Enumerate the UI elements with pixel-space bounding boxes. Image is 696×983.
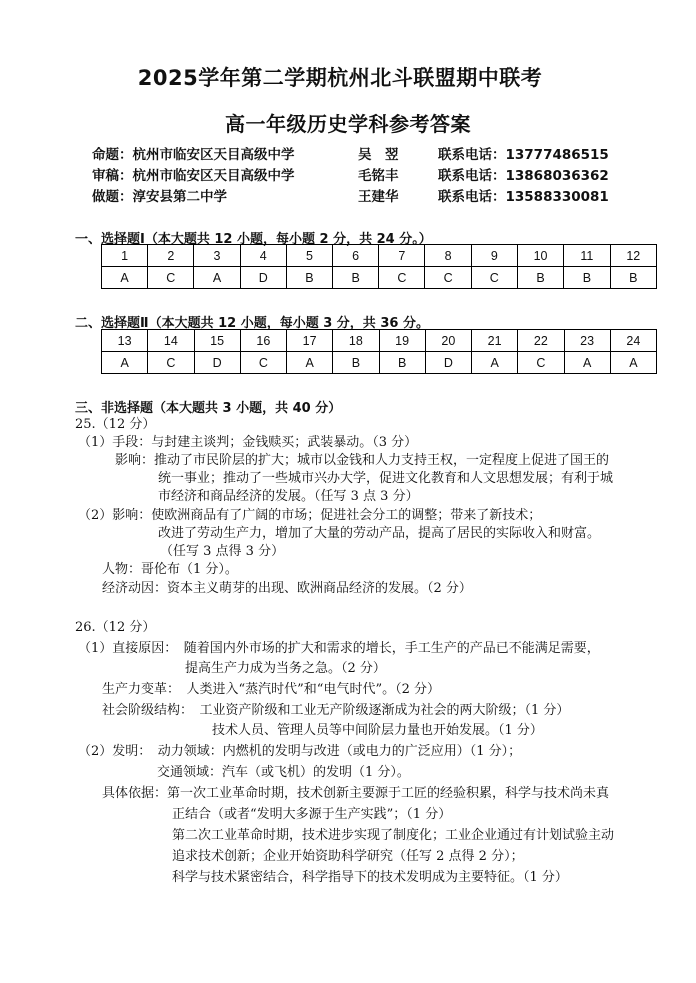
answer-cell: C — [518, 352, 564, 374]
question-number: 8 — [425, 245, 471, 267]
question-number: 24 — [610, 330, 656, 352]
section2-title: 二、选择题Ⅱ（本大题共 12 小题，每小题 3 分，共 36 分。 — [75, 316, 429, 331]
question-number: 16 — [240, 330, 286, 352]
question-number: 20 — [425, 330, 471, 352]
q25-line: （2）影响：使欧洲商品有了广阔的市场；促进社会分工的调整；带来了新技术； — [78, 508, 542, 523]
answer-cell: B — [333, 352, 379, 374]
answer-cell: D — [425, 352, 471, 374]
q26-line: （1）直接原因： 随着国内外市场的扩大和需求的增长，手工生产的产品已不能满足需要， — [78, 641, 600, 656]
answer-cell: D — [194, 352, 240, 374]
answer-key-subtitle: 高一年级历史学科参考答案 — [225, 112, 471, 136]
q25-line: 市经济和商品经济的发展。（任写 3 点 3 分） — [158, 489, 419, 504]
q26-line: 具体依据：第一次工业革命时期，技术创新主要源于工匠的经验积累，科学与技术尚未真 — [102, 786, 610, 801]
staff-name: 王建华 — [358, 189, 399, 205]
q26-line: 技术人员、管理人员等中间阶层力量也开始发展。（1 分） — [212, 723, 543, 738]
question-number-row — [102, 245, 657, 267]
q26-line: 正结合（或者“发明大多源于生产实践”；（1 分） — [172, 807, 452, 822]
answer-cell: A — [472, 352, 518, 374]
answer-cell: A — [102, 267, 148, 289]
question-number: 1 — [102, 245, 148, 267]
answer-cell: D — [240, 267, 286, 289]
section3-title: 三、非选择题（本大题共 3 小题，共 40 分） — [75, 401, 342, 416]
answer-cell: C — [425, 267, 471, 289]
answer-cell: A — [102, 352, 148, 374]
question-number: 11 — [564, 245, 610, 267]
answer-cell: C — [240, 352, 286, 374]
question-number: 18 — [333, 330, 379, 352]
staff-phone: 联系电话：13777486515 — [438, 147, 609, 163]
q26-line: 交通领域：汽车（或飞机）的发明（1 分）。 — [157, 765, 410, 780]
q25-line: 统一事业；推动了一些城市兴办大学，促进文化教育和人文思想发展；有利于城 — [158, 471, 614, 486]
answer-cell: C — [148, 267, 194, 289]
question-number: 23 — [564, 330, 610, 352]
staff-role: 审稿：杭州市临安区天目高级中学 — [92, 168, 295, 184]
q26-line: 科学与技术紧密结合，科学指导下的技术发明成为主要特征。（1 分） — [172, 870, 568, 885]
staff-phone: 联系电话：13868036362 — [438, 168, 609, 184]
q26-line: 生产力变革： 人类进入“蒸汽时代”和“电气时代”。（2 分） — [102, 682, 440, 697]
answer-cell: B — [379, 352, 425, 374]
question-number-row — [102, 330, 657, 352]
answer-cell: C — [471, 267, 517, 289]
answer-cell: B — [564, 267, 610, 289]
q25-line: （1）手段：与封建主谈判；金钱赎买；武装暴动。（3 分） — [78, 435, 418, 450]
q26-line: 提高生产力成为当务之急。（2 分） — [185, 661, 386, 676]
q26-line: （2）发明： 动力领域：内燃机的发明与改进（或电力的广泛应用）（1 分）； — [78, 744, 522, 759]
question-number: 7 — [379, 245, 425, 267]
staff-role: 做题：淳安县第二中学 — [92, 189, 227, 205]
q25-line: （任写 3 点得 3 分） — [160, 544, 285, 559]
q26-line: 第二次工业革命时期，技术进步实现了制度化；工业企业通过有计划试验主动 — [172, 828, 615, 843]
question-number: 9 — [471, 245, 517, 267]
question-number: 10 — [517, 245, 563, 267]
question-number: 5 — [286, 245, 332, 267]
question-number: 12 — [610, 245, 656, 267]
q26-line: 追求技术创新；企业开始资助科学研究（任写 2 点得 2 分）； — [172, 849, 524, 864]
staff-role: 命题：杭州市临安区天目高级中学 — [92, 147, 295, 163]
staff-name: 毛铭丰 — [358, 168, 399, 184]
staff-name: 吴 翌 — [358, 147, 399, 163]
question-number: 17 — [287, 330, 333, 352]
answer-cell: C — [379, 267, 425, 289]
answer-cell: A — [287, 352, 333, 374]
q26-heading: 26.（12 分） — [75, 620, 156, 635]
q26-line: 社会阶级结构： 工业资产阶级和工业无产阶级逐渐成为社会的两大阶级；（1 分） — [102, 703, 570, 718]
answer-cell: A — [194, 267, 240, 289]
answer-row — [102, 352, 657, 374]
q25-line: 影响：推动了市民阶层的扩大；城市以金钱和人力支持王权，一定程度上促进了国王的 — [115, 453, 610, 468]
answer-cell: B — [333, 267, 379, 289]
answer-row — [102, 267, 657, 289]
question-number: 22 — [518, 330, 564, 352]
staff-phone: 联系电话：13588330081 — [438, 189, 609, 205]
question-number: 15 — [194, 330, 240, 352]
question-number: 6 — [333, 245, 379, 267]
q25-line: 改进了劳动生产力，增加了大量的劳动产品，提高了居民的实际收入和财富。 — [158, 526, 601, 541]
question-number: 4 — [240, 245, 286, 267]
section1-answer-table — [101, 244, 657, 289]
question-number: 2 — [148, 245, 194, 267]
question-number: 14 — [148, 330, 194, 352]
q25-line: 人物：哥伦布（1 分）。 — [102, 562, 238, 577]
answer-cell: B — [286, 267, 332, 289]
answer-cell: B — [610, 267, 656, 289]
answer-cell: A — [610, 352, 656, 374]
answer-cell: A — [564, 352, 610, 374]
question-number: 21 — [472, 330, 518, 352]
question-number: 3 — [194, 245, 240, 267]
exam-title: 2025学年第二学期杭州北斗联盟期中联考 — [137, 66, 543, 90]
question-number: 19 — [379, 330, 425, 352]
q25-heading: 25.（12 分） — [75, 417, 156, 432]
question-number: 13 — [102, 330, 148, 352]
answer-cell: C — [148, 352, 194, 374]
section1-title: 一、选择题Ⅰ（本大题共 12 小题，每小题 2 分，共 24 分。） — [75, 232, 432, 247]
section2-answer-table — [101, 329, 657, 374]
q25-line: 经济动因：资本主义萌芽的出现、欧洲商品经济的发展。（2 分） — [102, 581, 472, 596]
answer-cell: B — [517, 267, 563, 289]
